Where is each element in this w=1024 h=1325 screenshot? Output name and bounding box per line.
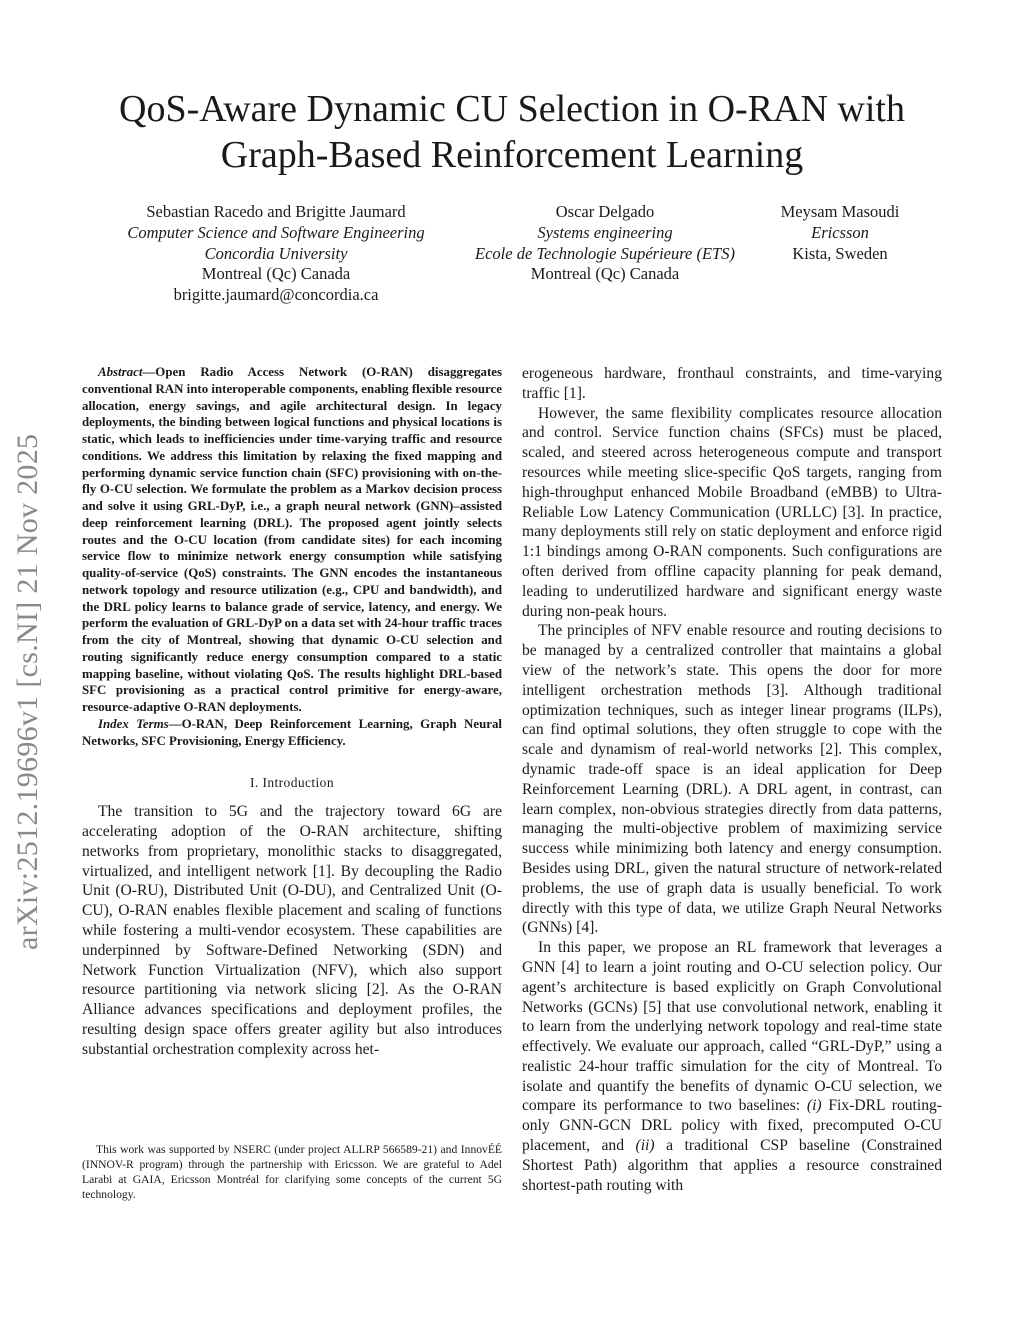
author-names: Meysam Masoudi [780,202,900,221]
intro-paragraph-2: However, the same flexibility complicates resource allocation and control. Service function chains (SFCs) must be placed, scaled, and steered across heterogeneous compute and transport resources while meeting slice-specific QoS targets, ranging from high-throughput enhanced Mobile Broadband (eMBB) to Ultra-Reliable Low Latency Communication (URLLC) [3]. In practice, many deployments still rely on static deployment and enforce rigid 1:1 bindings among O-RAN components. Such configurations are often derived from offline capacity planning for peak demand, leading to underutilized hardware and significant energy waste during non-peak hours. [522,404,942,620]
index-terms-text: —O-RAN, Deep Reinforcement Learning, Graph Neural Networks, SFC Provisioning, Energy Efficiency. [82,716,502,748]
author-dept: Ericsson [811,222,869,242]
index-terms-label: Index Terms [98,716,169,731]
left-column [82,364,502,1060]
author-names: Oscar Delgado [555,202,655,221]
title-line-2: Graph-Based Reinforcement Learning [220,134,804,176]
author-names: Sebastian Racedo and Brigitte Jaumard [146,202,406,221]
page-title [60,86,964,178]
author-location: Montreal (Qc) Canada [201,264,351,284]
author-block-masoudi [752,202,928,264]
author-block-racedo-jaumard [100,202,452,306]
funding-footnote: This work was supported by NSERC (under project ALLRP 566589-21) and InnovÉÉ (INNOV-R program) through the partnership with Ericsson. We are grateful to Adel Larabi at GAIA, Ericsson Montréal for clarifying some concepts of the current 5G technology. [82,1143,502,1201]
author-email[interactable]: brigitte.jaumard@concordia.ca [173,285,379,305]
abstract-text: —Open Radio Access Network (O-RAN) disaggregates conventional RAN into interoperable components, enabling flexible resource allocation, energy savings, and agile architectural design. In legacy deployments, the binding between logical functions and physical locations is static, which leads to inefficiencies under time-varying traffic and resource conditions. We address this limitation by relaxing the fixed mapping and performing dynamic service function chain (SFC) provisioning with on-the-fly O-CU selection. We formulate the problem as a Markov decision process and solve it using GRL-DyP, i.e., a graph neural network (GNN)–assisted deep reinforcement learning (DRL). The proposed agent jointly selects routes and the O-CU location (from candidate sites) for each incoming service flow to minimize network energy consumption while satisfying quality-of-service (QoS) constraints. The GNN encodes the instantaneous network topology and resource utilization (e.g., CPU and bandwidth), and the DRL policy learns to balance grade of service, latency, and energy. We perform the evaluation of GRL-DyP on a data set with 24-hour traffic traces from the city of Montreal, showing that dynamic O-CU selection and routing significantly reduce energy consumption compared to a static mapping baseline, without violating QoS. The results highlight DRL-based SFC provisioning as a practical control primitive for energy-aware, resource-adaptive O-RAN deployments. [82,365,502,714]
abstract-label: Abstract [98,365,143,379]
intro-paragraph-3: The principles of NFV enable resource and routing decisions to be managed by a centralized controller that maintains a global view of the network’s state. This opens the door for more intelligent orchestration methods [3]. Although traditional optimization techniques, such as integer linear programs (ILPs), can find optimal solutions, they often struggle to cope with the scale and dynamism of real-world networks [2]. This complex, dynamic trade-off space is an ideal application for Deep Reinforcement Learning (DRL). A DRL agent, in contrast, can learn complex, non-obvious strategies directly from data patterns, managing the multi-objective problem of maximizing service success while minimizing both latency and energy consumption. Besides using DRL, given the natural structure of network-related problems, the use of graph data is usually beneficial. To work directly with this type of data, we utilize Graph Neural Networks (GNNs) [4]. [522,622,942,937]
abstract [82,364,502,716]
intro-paragraph-1: The transition to 5G and the trajectory toward 6G are accelerating adoption of the O-RAN architecture, shifting networks from proprietary, monolithic stacks to disaggregated, virtualized, and intelligent network [1]. By decoupling the Radio Unit (O-RU), Distributed Unit (O-DU), and Centralized Unit (O-CU), O-RAN enables flexible placement and scaling of functions while fostering a multi-vendor ecosystem. These capabilities are underpinned by Software-Defined Networking (SDN) and Network Function Virtualization (NFV), which also support resource partitioning via network slicing [2]. As the O-RAN Alliance advances specifications and deployment profiles, the resulting design space offers greater agility but also introduces substantial orchestration complexity across het- [82,803,502,1058]
intro-paragraph-1-continued: erogeneous hardware, fronthaul constraints, and time-varying traffic [1]. [522,365,942,402]
author-institution: Ecole de Technologie Supérieure (ETS) [475,243,735,263]
section-heading-introduction: I. Introduction [250,775,334,791]
right-column [522,364,942,1195]
author-dept: Systems engineering [537,222,673,242]
author-dept: Computer Science and Software Engineering [127,222,425,242]
author-location: Montreal (Qc) Canada [530,264,680,284]
author-location: Kista, Sweden [792,243,888,263]
author-block-delgado [455,202,755,285]
index-terms [82,716,502,750]
intro-paragraph-4: In this paper, we propose an RL framework that leverages a GNN [4] to learn a joint routing and O-CU selection policy. Our agent’s architecture is based explicitly on Graph Convolutional Networks (GCNs) [5] that use convolutional network, enabling it to learn from the underlying network topology and real-time state effectively. We evaluate our approach, called “GRL-DyP,” using a realistic 24-hour traffic simulation for the city of Montreal. To isolate and quantify the benefits of dynamic O-CU selection, we compare its performance to two baselines: (i) Fix-DRL routing-only GNN-GCN DRL policy with fixed, precomputed O-CU placement, and (ii) a traditional CSP baseline (Constrained Shortest Path) algorithm that applies a resource constrained shortest-path routing with [522,939,942,1194]
author-institution: Concordia University [204,243,348,263]
arxiv-identifier-stamp: arXiv:2512.19696v1 [cs.NI] 21 Nov 2025 [11,433,44,950]
title-line-1: QoS-Aware Dynamic CU Selection in O-RAN with [119,88,905,130]
